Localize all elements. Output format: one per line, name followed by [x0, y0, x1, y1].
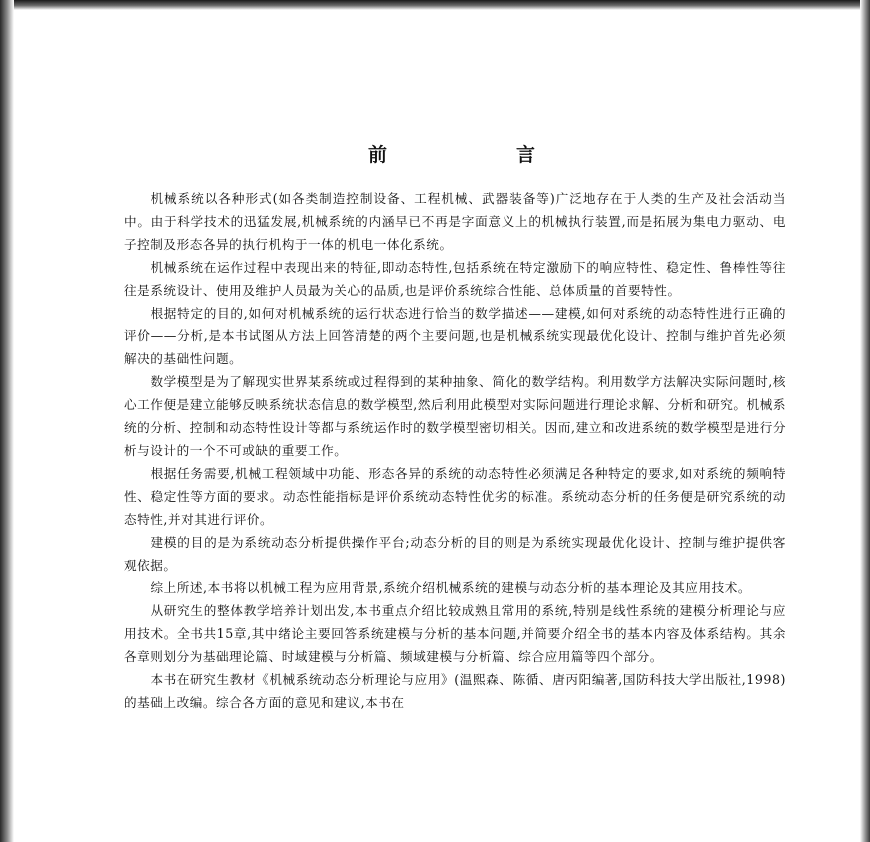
page-body: [124, 140, 786, 715]
scan-shadow-top: [0, 0, 870, 10]
scan-shadow-left: [0, 0, 14, 842]
paragraph-1: 机械系统以各种形式(如各类制造控制设备、工程机械、武器装备等)广泛地存在于人类的生产及社会活动当中。由于科学技术的迅猛发展,机械系统的内涵早已不再是字面意义上的机械执行装置,而是拓展为集电力驱动、电子控制及形态各异的执行机构于一体的机电一体化系统。: [124, 191, 786, 252]
paragraph-4: 数学模型是为了解现实世界某系统或过程得到的某种抽象、简化的数学结构。利用数学方法解决实际问题时,核心工作便是建立能够反映系统状态信息的数学模型,然后利用此模型对实际问题进行理论求解、分析和研究。机械系统的分析、控制和动态特性设计等都与系统运作时的数学模型密切相关。因而,建立和改进系统的数学模型是进行分析与设计的一个不可或缺的重要工作。: [124, 374, 786, 458]
paragraph-9: 本书在研究生教材《机械系统动态分析理论与应用》(温熙森、陈循、唐丙阳编著,国防科技大学出版社,1998)的基础上改编。综合各方面的意见和建议,本书在: [124, 672, 786, 710]
page-title: 前 言: [367, 144, 590, 166]
paragraph-5: 根据任务需要,机械工程领域中功能、形态各异的系统的动态特性必须满足各种特定的要求,如对系统的频响特性、稳定性等方面的要求。动态性能指标是评价系统动态特性优劣的标准。系统动态分析的任务便是研究系统的动态特性,并对其进行评价。: [124, 465, 786, 527]
paragraph-7: 综上所述,本书将以机械工程为应用背景,系统介绍机械系统的建模与动态分析的基本理论及其应用技术。: [150, 580, 752, 596]
paragraph-3: 根据特定的目的,如何对机械系统的运行状态进行恰当的数学描述——建模,如何对系统的动态特性进行正确的评价——分析,是本书试图从方法上回答清楚的两个主要问题,也是机械系统实现最优化设计、控制与维护首先必须解决的基础性问题。: [124, 305, 786, 367]
scan-shadow-right: [860, 0, 870, 842]
paragraph-6: 建模的目的是为系统动态分析提供操作平台;动态分析的目的则是为系统实现最优化设计、控制与维护提供客观依据。: [124, 534, 786, 573]
paragraph-8: 从研究生的整体教学培养计划出发,本书重点介绍比较成熟且常用的系统,特别是线性系统的建模分析理论与应用技术。全书共15章,其中绪论主要回答系统建模与分析的基本问题,并简要介绍全书的基本内容及体系结构。其余各章则划分为基础理论篇、时域建模与分析篇、频域建模与分析篇、综合应用篇等四个部分。: [124, 603, 786, 665]
paragraph-2: 机械系统在运作过程中表现出来的特征,即动态特性,包括系统在特定激励下的响应特性、稳定性、鲁棒性等往往是系统设计、使用及维护人员最为关心的品质,也是评价系统综合性能、总体质量的首要特性。: [124, 259, 786, 298]
